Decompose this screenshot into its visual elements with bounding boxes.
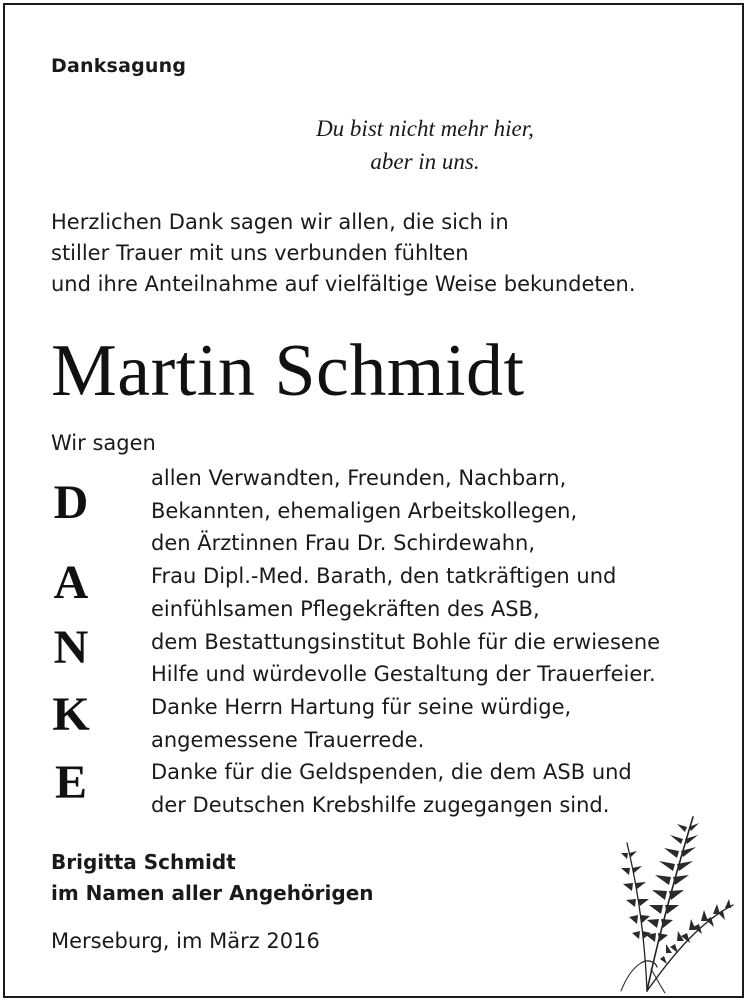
place-date: Merseburg, im März 2016: [51, 929, 320, 953]
thanks-line: Hilfe und würdevolle Gestaltung der Trauerfeier.: [151, 662, 656, 687]
intro-line: stiller Trauer mit uns verbunden fühlten: [51, 241, 469, 265]
intro-text: [51, 207, 636, 300]
danke-letter: D: [53, 476, 89, 529]
danke-letter: E: [54, 756, 87, 809]
we-say-label: Wir sagen: [51, 431, 156, 455]
thanks-line: Bekannten, ehemaligen Arbeitskollegen,: [151, 498, 578, 523]
thanks-line: Frau Dipl.-Med. Barath, den tatkräftigen und: [151, 564, 617, 589]
thanks-line: dem Bestattungsinstitut Bohle für die erwiesene: [151, 629, 661, 654]
thanks-line: allen Verwandten, Freunden, Nachbarn,: [151, 466, 567, 490]
motto-line: aber in uns.: [370, 149, 480, 174]
danke-letter: N: [53, 621, 89, 674]
signature-line: im Namen aller Angehörigen: [51, 881, 374, 905]
motto-line: Du bist nicht mehr hier,: [316, 116, 534, 141]
thanks-line: der Deutschen Krebshilfe zugegangen sind.: [151, 793, 610, 818]
notice-heading: Danksagung: [51, 55, 187, 77]
fern-icon: [617, 813, 737, 995]
signature: [51, 847, 374, 909]
danke-letter: K: [52, 688, 90, 741]
motto: [255, 112, 595, 178]
thanks-line: den Ärztinnen Frau Dr. Schirdewahn,: [151, 531, 535, 556]
intro-line: und ihre Anteilnahme auf vielfältige Weise bekundeten.: [51, 272, 636, 296]
thanks-text: [151, 462, 660, 822]
obituary-notice: [3, 3, 744, 998]
intro-line: Herzlichen Dank sagen wir allen, die sich in: [51, 210, 509, 234]
thanks-line: einfühlsamen Pflegekräften des ASB,: [151, 596, 540, 621]
danke-letter: A: [53, 556, 89, 609]
thanks-line: Danke für die Geldspenden, die dem ASB und: [151, 760, 632, 785]
deceased-name: Martin Schmidt: [51, 330, 525, 412]
thanks-line: angemessene Trauerrede.: [151, 727, 425, 752]
signature-line: Brigitta Schmidt: [51, 850, 236, 874]
thanks-line: Danke Herrn Hartung für seine würdige,: [151, 694, 572, 719]
